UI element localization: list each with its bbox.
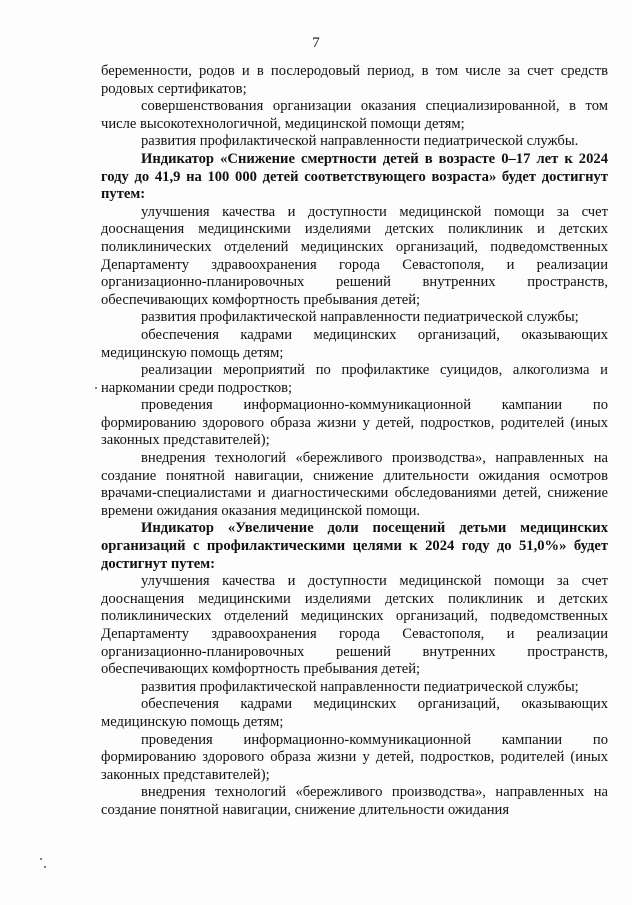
paragraph: развития профилактической направленности педиатрической службы; [141,678,579,695]
paragraph: совершенствования организации оказания специализированной, в том числе высокотехнологичной, медицинской помощи детям; [101,98,608,132]
scan-speck [40,858,42,860]
indicator-heading: Индикатор «Снижение смертности детей в возрасте 0–17 лет к 2024 году до 41,9 на 100 000 детей соответствующего возраста» будет достигнут путем: [101,150,608,203]
indicator-heading: Индикатор «Увеличение доли посещений детьми медицинских организаций с профилактическими целями к 2024 году до 51,0%» будет достигнут путем: [101,520,608,572]
paragraph: беременности, родов и в послеродовый период, в том числе за счет средств родовых сертификатов; [101,63,608,97]
paragraph: внедрения технологий «бережливого производства», направленных на создание понятной навигации, снижение длительности ожидания осмотров врачами-специалистами и диагностическими обследованиями детей, снижение времени ожидания оказания медицинской помощи. [101,450,608,519]
paragraph: развития профилактической направленности педиатрической службы. [141,133,579,150]
page-number: 7 [312,35,320,51]
paragraph: реализации мероприятий по профилактике суицидов, алкоголизма и наркомании среди подростков; [101,362,608,396]
page-body [101,63,608,820]
paragraph: развития профилактической направленности педиатрической службы; [141,309,579,326]
paragraph: проведения информационно-коммуникационной кампании по формированию здорового образа жизни у детей, подростков, родителей (иных законных представителей); [101,731,608,783]
paragraph: обеспечения кадрами медицинских организаций, оказывающих медицинскую помощь детям; [101,696,608,730]
paragraph: улучшения качества и доступности медицинской помощи за счет дооснащения медицинскими изделиями детских поликлиник и детских поликлинических отделений медицинских организаций, подведомственных Департаменту здравоохранения города Севастополя, и реализации организационно-планировочных решений внутренних пространств, обеспечивающих комфортность пребывания детей; [101,573,608,678]
paragraph: обеспечения кадрами медицинских организаций, оказывающих медицинскую помощь детям; [101,326,608,361]
scan-speck [95,387,97,389]
paragraph: проведения информационно-коммуникационной кампании по формированию здорового образа жизни у детей, подростков, родителей (иных законных представителей); [101,397,608,449]
paragraph: улучшения качества и доступности медицинской помощи за счет дооснащения медицинскими изделиями детских поликлиник и детских поликлинических отделений медицинских организаций, подведомственных Департаменту здравоохранения города Севастополя, и реализации организационно-планировочных решений внутренних пространств, обеспечивающих комфортность пребывания детей; [101,203,608,308]
paragraph: внедрения технологий «бережливого производства», направленных на создание понятной навигации, снижение длительности ожидания [101,784,608,818]
scan-speck [44,866,46,868]
